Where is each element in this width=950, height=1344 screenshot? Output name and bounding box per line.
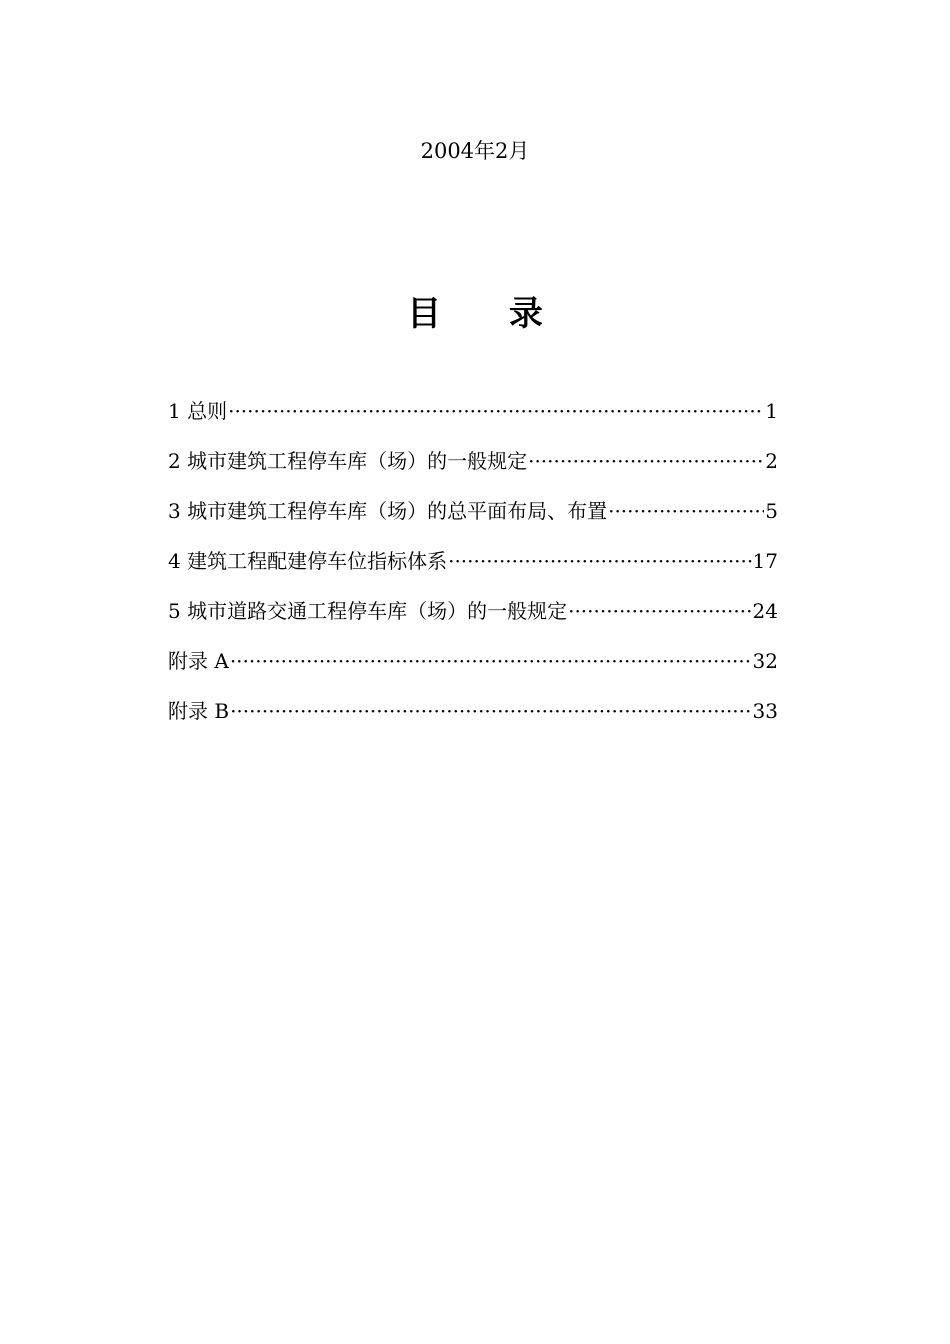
toc-entry-page: 17 [752,549,778,573]
toc-dot-leader [568,595,751,627]
toc-entry[interactable] [168,445,778,495]
toc-dot-leader [230,695,751,727]
table-of-contents [168,395,778,745]
toc-entry[interactable] [168,595,778,645]
toc-entry[interactable] [168,545,778,595]
toc-dot-leader [608,495,764,527]
toc-entry[interactable] [168,695,778,745]
toc-entry[interactable] [168,645,778,695]
toc-entry-label: 4 建筑工程配建停车位指标体系 [168,549,448,573]
toc-entry[interactable] [168,495,778,545]
toc-entry-label: 2 城市建筑工程停车库（场）的一般规定 [168,449,528,473]
toc-entry-page: 1 [765,399,778,423]
toc-entry-page: 24 [752,599,778,623]
toc-entry-page: 33 [752,699,778,723]
toc-entry-page: 32 [752,649,778,673]
toc-entry-page: 2 [765,449,778,473]
toc-dot-leader [528,445,764,477]
toc-entry-label: 附录 B [168,699,230,723]
toc-dot-leader [448,545,751,577]
toc-entry-page: 5 [765,499,778,523]
toc-dot-leader [230,645,752,677]
toc-entry-label: 1 总则 [168,399,228,423]
toc-title: 目 录 [407,294,571,334]
toc-entry[interactable] [168,395,778,445]
toc-entry-label: 5 城市道路交通工程停车库（场）的一般规定 [168,599,568,623]
toc-entry-label: 附录 A [168,649,229,673]
document-date: 2004年2月 [420,139,530,163]
toc-entry-label: 3 城市建筑工程停车库（场）的总平面布局、布置 [168,499,608,523]
toc-dot-leader [228,395,764,427]
